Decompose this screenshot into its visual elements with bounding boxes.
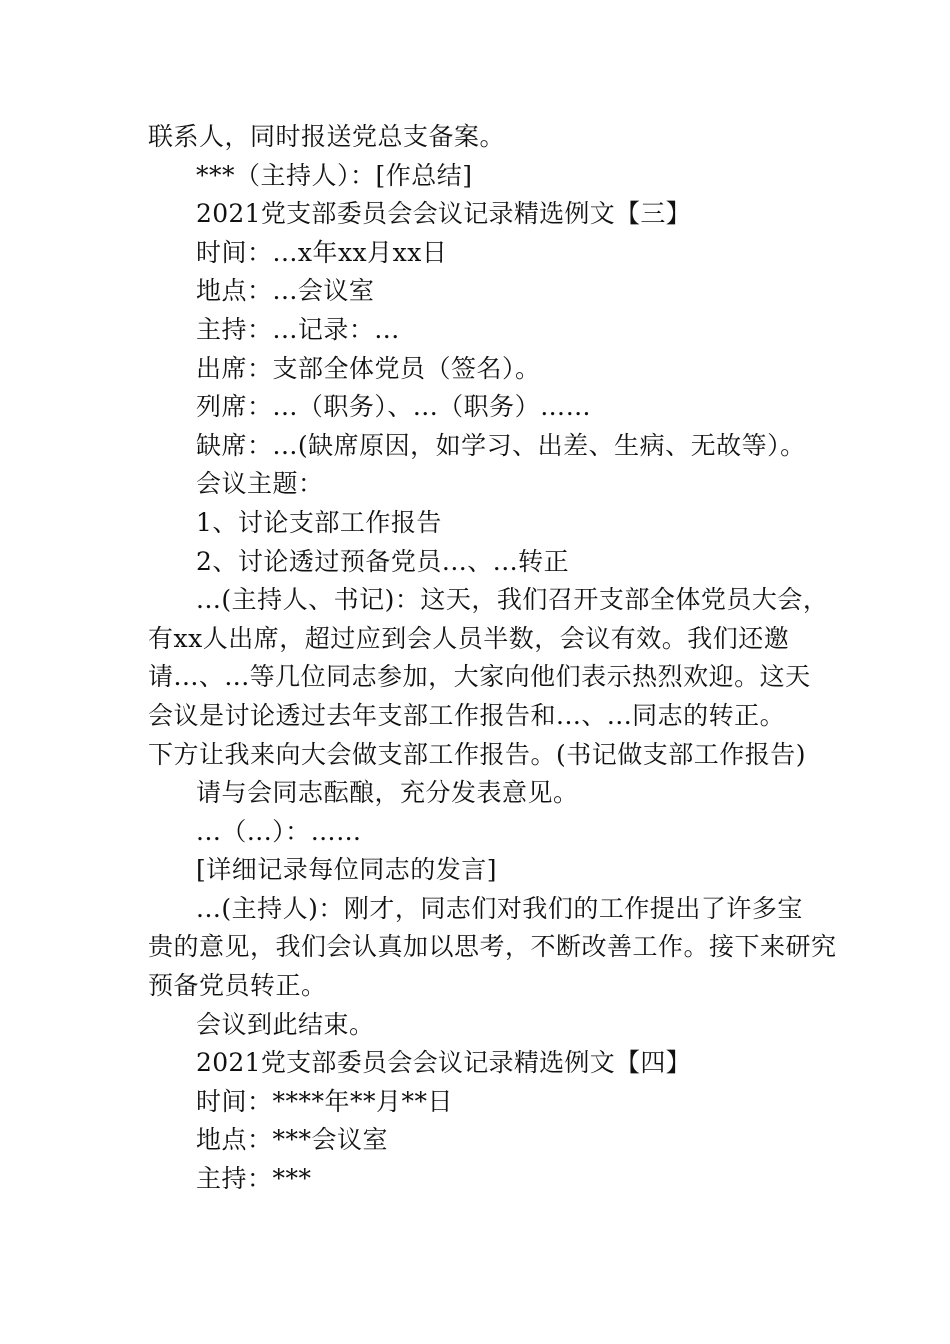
meeting-topics-label: 会议主题： (196, 469, 324, 499)
text-line: 会议到此结束。 (196, 1009, 375, 1039)
section-heading: 2021党支部委员会会议记录精选例文【四】 (196, 1048, 691, 1078)
topic-item: 1、讨论支部工作报告 (196, 507, 442, 537)
text-line: 联系人，同时报送党总支备案。 (148, 122, 506, 151)
meeting-attendees: 出席：支部全体党员（签名）。 (196, 353, 541, 383)
meeting-host: 主持：...记录：... (196, 314, 400, 344)
text-line: ...(主持人、书记)：这天，我们召开支部全体党员大会， (196, 585, 829, 615)
document-body (148, 118, 838, 1199)
topic-item: 2、讨论透过预备党员...、...转正 (196, 546, 570, 576)
text-line: 会议是讨论透过去年支部工作报告和...、...同志的转正。 (148, 700, 786, 730)
text-line: 贵的意见，我们会认真加以思考，不断改善工作。接下来研究 (148, 932, 837, 962)
meeting-location: 地点：***会议室 (196, 1125, 389, 1155)
text-line: 预备党员转正。 (148, 971, 327, 1001)
text-line: 请...、...等几位同志参加，大家向他们表示热烈欢迎。这天 (148, 662, 811, 692)
meeting-observers: 列席：...（职务）、...（职务）…… (196, 392, 592, 422)
text-line: [详细记录每位同志的发言] (196, 855, 498, 885)
text-line: ...(主持人)：刚才，同志们对我们的工作提出了许多宝 (196, 893, 803, 923)
meeting-time: 时间：****年**月**日 (196, 1086, 454, 1116)
section-heading: 2021党支部委员会会议记录精选例文【三】 (196, 199, 691, 229)
text-line: 下方让我来向大会做支部工作报告。(书记做支部工作报告) (148, 739, 807, 769)
meeting-location: 地点：...会议室 (196, 276, 375, 306)
text-line: 有xx人出席，超过应到会人员半数，会议有效。我们还邀 (148, 623, 790, 653)
text-line: ...（...）：…… (196, 816, 362, 846)
text-line: ***（主持人）：[作总结] (196, 160, 473, 190)
meeting-time: 时间：...x年xx月xx日 (196, 237, 448, 267)
meeting-host: 主持：*** (196, 1164, 312, 1194)
meeting-absent: 缺席：...(缺席原因，如学习、出差、生病、无故等）。 (196, 430, 806, 460)
text-line: 请与会同志酝酿，充分发表意见。 (196, 778, 579, 808)
